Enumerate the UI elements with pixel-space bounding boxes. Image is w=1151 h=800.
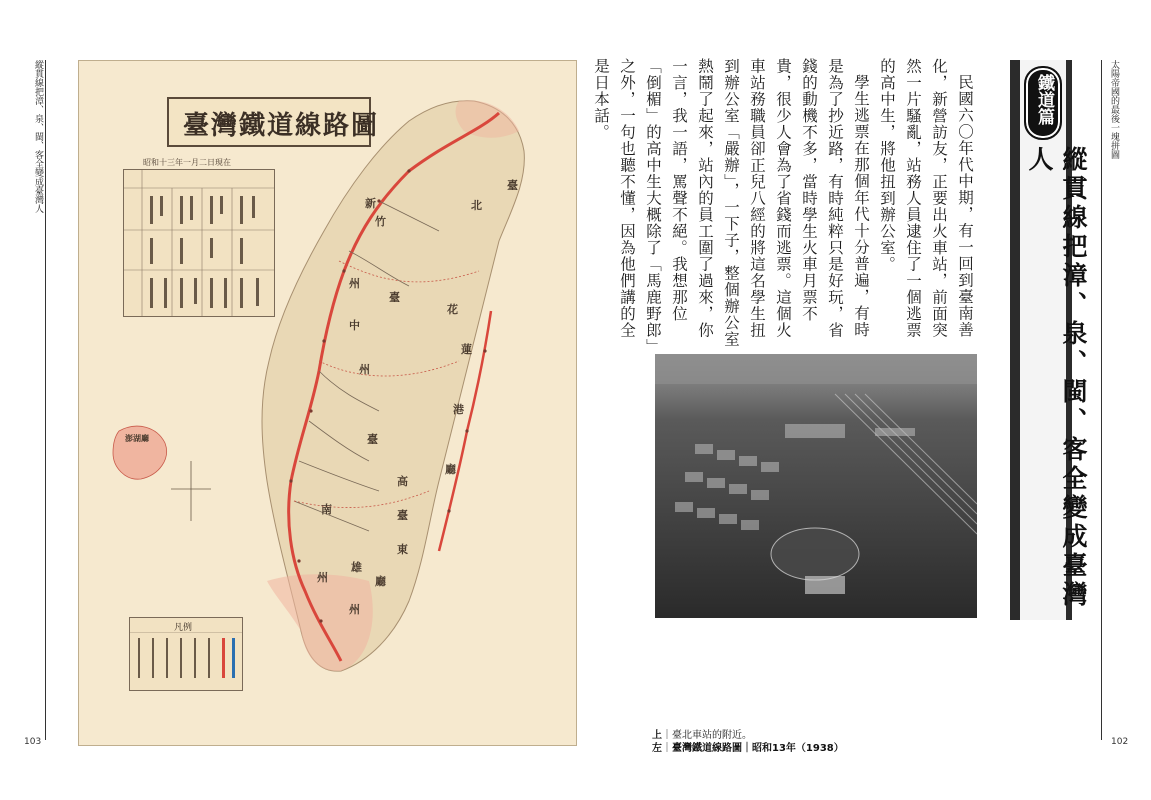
caption-left-text: 臺灣鐵道線路圖｜昭和13年（1938）	[672, 743, 844, 754]
map-label-hsinchu-1: 新	[365, 197, 376, 210]
map-label-hsinchu-2: 竹	[375, 215, 386, 228]
compass-mark	[171, 461, 211, 521]
article-paragraph-1: 民國六〇年代中期，有一回到臺南善化，新營訪友，正要出火車站，前面突然一片騷亂，站務人員逮住了一個逃票的高中生，將他扭到辦公室。	[878, 58, 974, 339]
map-label-taitung-1: 臺	[397, 509, 408, 522]
map-label-hualien-2: 蓮	[461, 343, 472, 356]
map-title: 臺灣鐵道線路圖	[183, 111, 380, 141]
caption-top-text: 臺北車站的附近。	[672, 730, 752, 741]
map-label-hualien-1: 花	[447, 303, 458, 316]
article-body	[592, 58, 978, 348]
article-title: 縱貫線把漳、泉、閩、客全變成臺灣人	[1025, 146, 1088, 610]
right-margin-rule	[1101, 60, 1102, 740]
map-label-taichung-3: 州	[359, 363, 370, 376]
map-label-hsinchu-3: 州	[349, 277, 360, 290]
aerial-photo-taipei-station	[655, 354, 977, 618]
map-legend-title: 凡例	[174, 623, 193, 633]
aerial-photo-image	[655, 354, 977, 618]
map-label-tainan-2: 南	[321, 503, 332, 516]
map-label-penghu: 澎湖廳	[125, 433, 149, 443]
left-margin-rule	[45, 60, 46, 740]
map-label-tainan-1: 臺	[367, 433, 378, 446]
map-label-taitung-3: 廳	[375, 575, 386, 588]
railway-map-plate	[78, 60, 577, 746]
right-page-number: 102	[1111, 737, 1129, 747]
map-label-taichung-1: 臺	[389, 291, 400, 304]
map-label-taipei-1: 臺	[507, 179, 518, 192]
article-paragraph-2: 學生逃票在那個年代十分普遍，有時是為了抄近路，有時純粹只是好玩，省錢的動機不多，當時學生火車月票不貴，很少人會為了省錢而逃票。這個火車站務職員卻正兒八經的將這名學生扭到辦公室「嚴辦」，一下子，整個辦公室熱鬧了起來，站內的員工圍了過來，你一言，我一語，罵聲不絕。我想那位「倒楣」的高中生大概除了「馬鹿野郎」之外，一句也聽不懂，因為他們講的全是日本話。	[592, 58, 870, 348]
left-page-number: 103	[24, 737, 42, 747]
map-label-tainan-3: 州	[317, 571, 328, 584]
map-date: 昭和十三年一月二日現在	[143, 158, 231, 167]
caption-top-position: 上	[652, 730, 662, 741]
map-label-taichung-2: 中	[349, 319, 360, 332]
map-label-hualien-4: 廳	[445, 463, 456, 476]
map-label-hualien-3: 港	[453, 403, 464, 416]
map-label-taipei-2: 北	[471, 199, 482, 212]
right-running-head: 太陽帝國的最後一塊拼圖	[1109, 60, 1119, 159]
map-label-kaohsiung-2: 雄	[351, 561, 362, 574]
map-label-taitung-2: 東	[397, 543, 408, 556]
left-running-head: 縱貫線把漳、泉、閩、客全變成臺灣人	[33, 60, 43, 213]
map-label-kaohsiung-3: 州	[349, 603, 360, 616]
caption-left-map: 左｜臺灣鐵道線路圖｜昭和13年（1938）	[652, 743, 844, 754]
caption-top-photo: 上｜臺北車站的附近。	[652, 730, 752, 741]
map-label-kaohsiung-1: 高	[397, 475, 408, 488]
section-badge-label: 鐵道篇	[1034, 74, 1054, 125]
legend-symbols	[130, 632, 242, 690]
caption-left-position: 左	[652, 743, 662, 754]
map-legend	[129, 617, 243, 691]
section-badge	[1024, 66, 1062, 140]
